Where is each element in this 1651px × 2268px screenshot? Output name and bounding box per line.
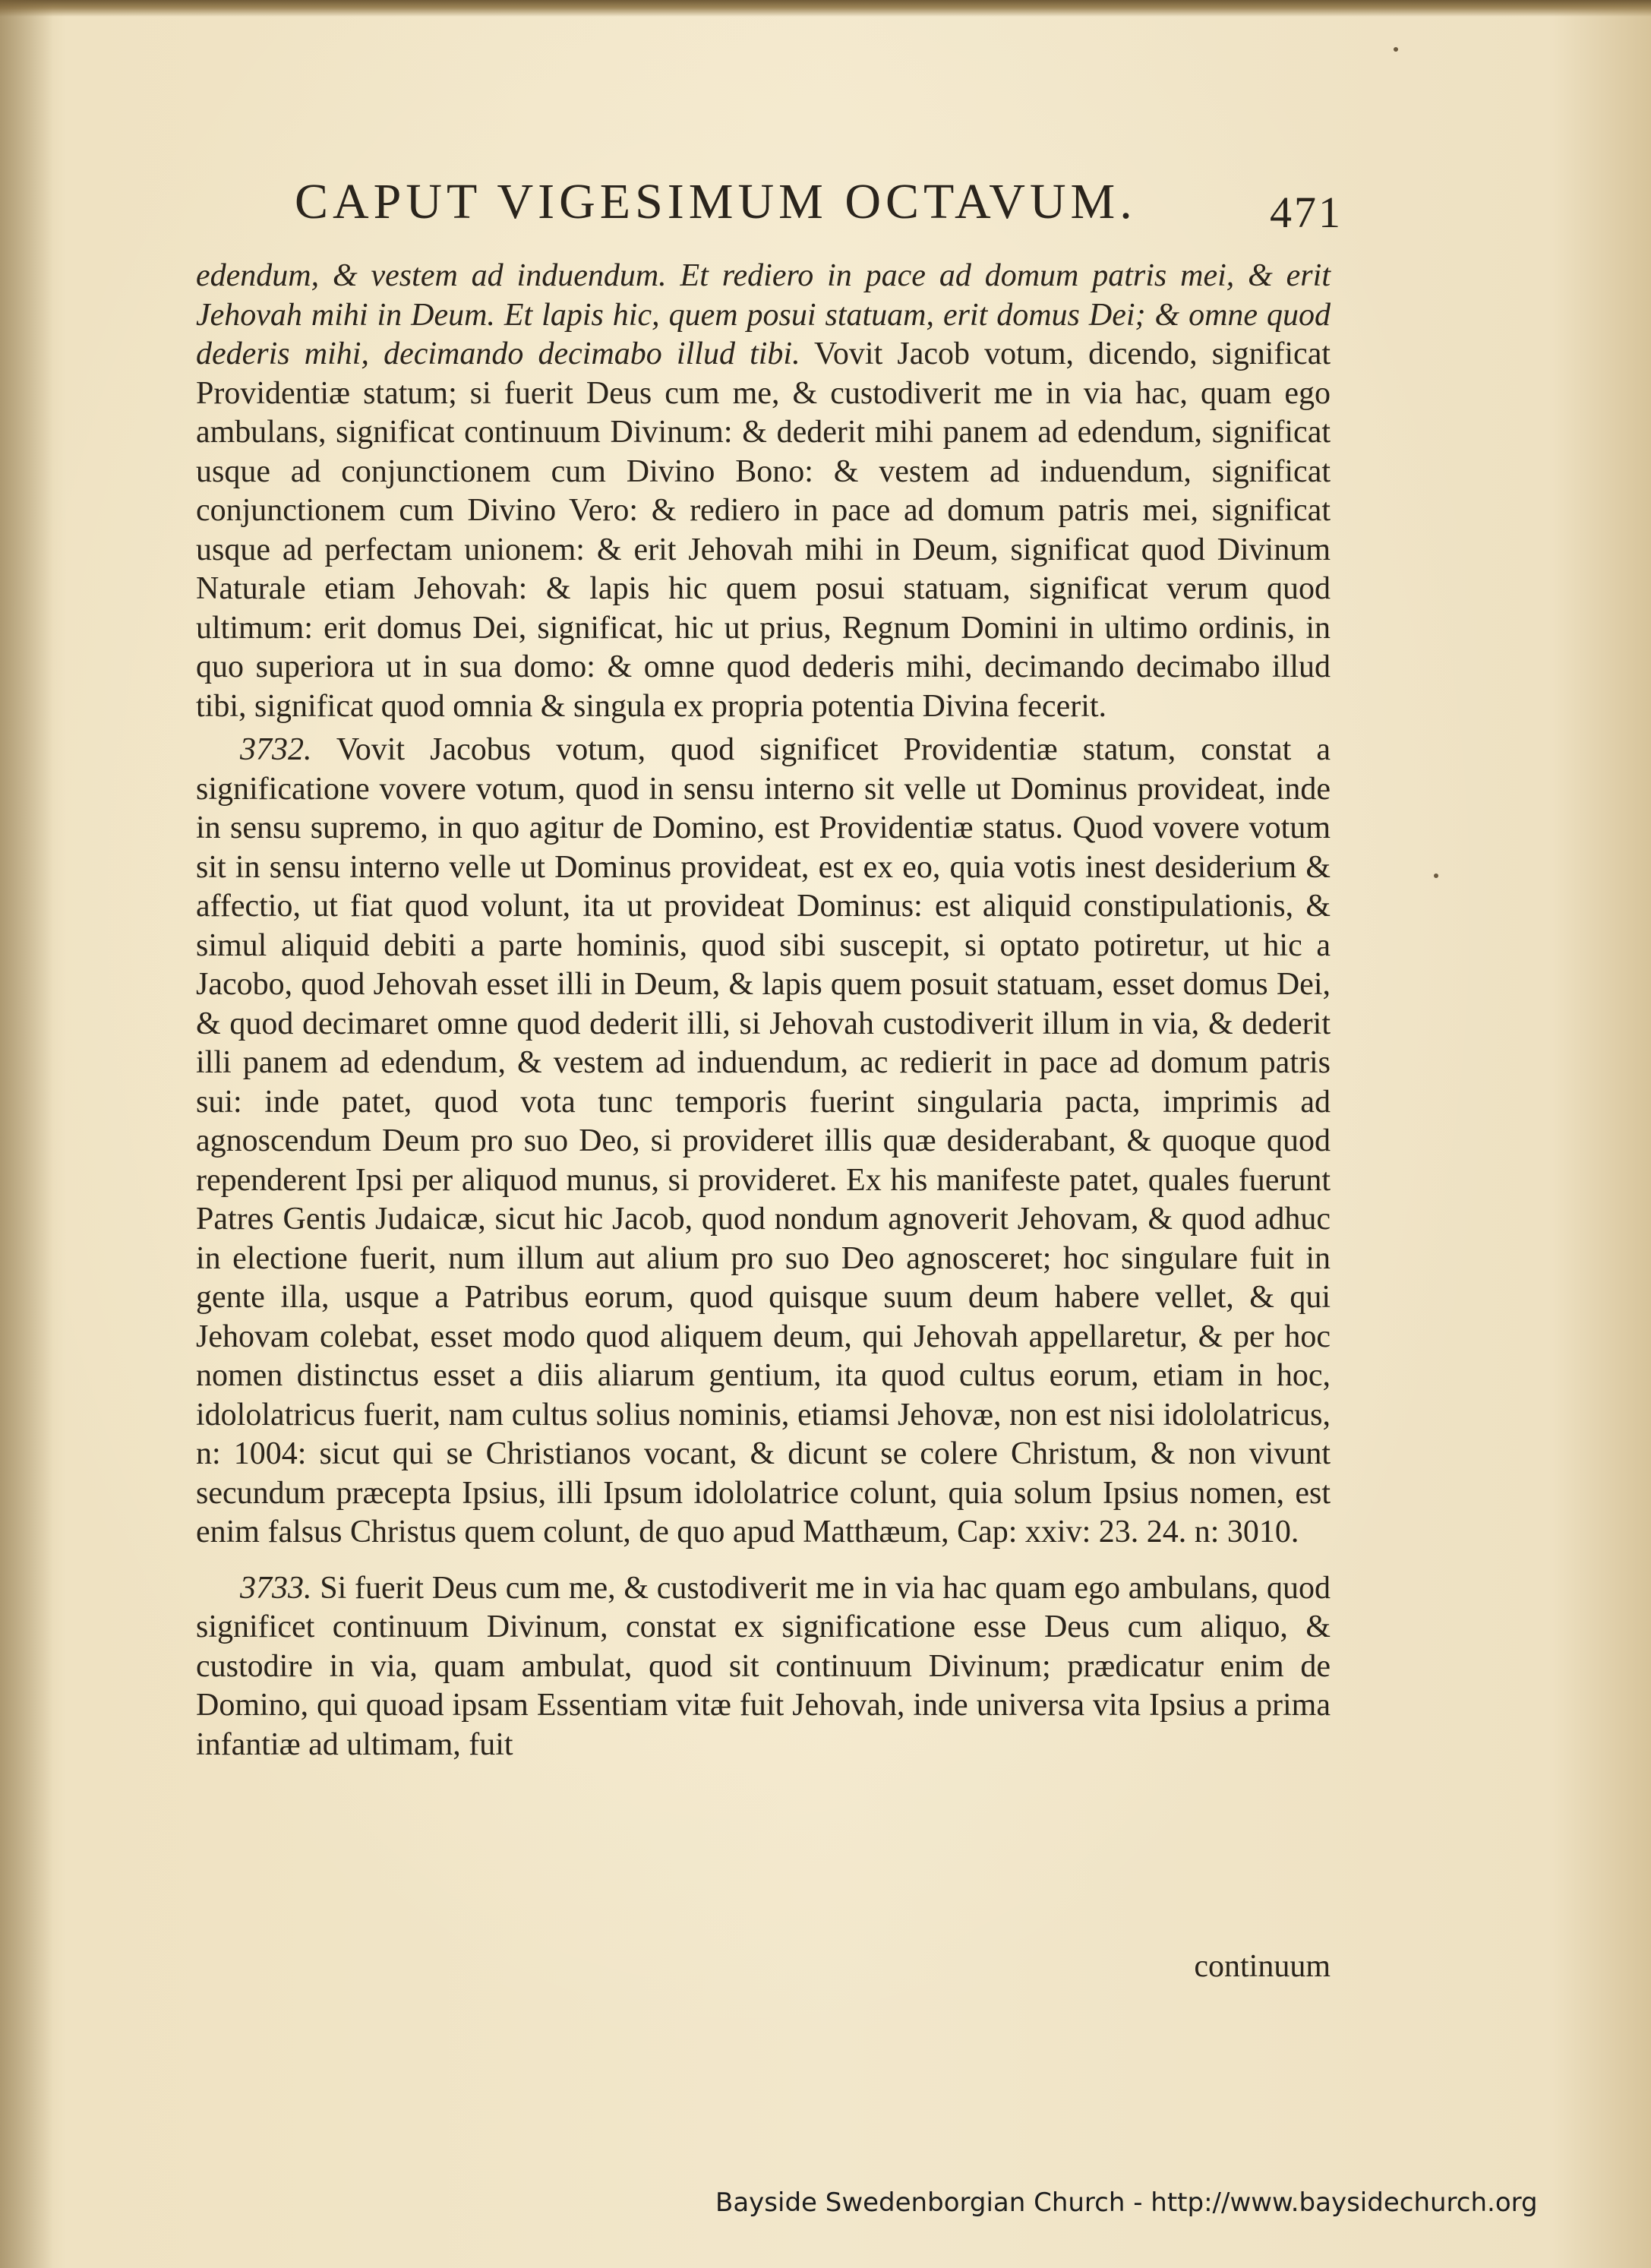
paragraph-continued bbox=[196, 257, 1331, 726]
paragraph-number: 3732. bbox=[240, 732, 312, 767]
paragraph-text: Si fuerit Deus cum me, & custodiverit me in via hac quam ego ambulans, quod significet continuum Divinum, constat ex significatione esse Deus cum aliquo, & custodire in via, quam ambulat, quod sit continuum Divinum; prædicatur enim de Domino, qui quoad ipsam Essentiam vitæ fuit Jehovah, inde universa vita Ipsius a prima infantiæ ad ultimam, fuit bbox=[196, 1570, 1331, 1762]
paragraph-3732 bbox=[196, 731, 1331, 1553]
paragraph-text: Vovit Jacobus votum, quod significet Providentiæ statum, constat a significatione vovere votum, quod in sensu interno sit velle ut Dominus provideat, inde in sensu supremo, in quo agitur de Domino, est Providentiæ status. Quod vovere votum sit in sensu interno velle ut Dominus provideat, est ex eo, quia votis inest desiderium & affectio, ut fiat quod volunt, ita ut provideat Dominus: est aliquid constipulationis, & simul aliquid debiti a parte hominis, quod sibi suscepit, si optato potiretur, ut hic a Jacobo, quod Jehovah esset illi in Deum, & lapis quem posuit statuam, esset domus Dei, & quod decimaret omne quod dederit illi, si Jehovah custodiverit illum in via, & dederit illi panem ad edendum, & vestem ad induendum, ac redierit in pace ad domum patris sui: inde patet, quod vota tunc temporis fuerint singularia pacta, imprimis ad agnoscendum Deum pro suo Deo, si provideret illis quæ desiderabant, & quoque quod rependerent Ipsi per aliquod munus, si provideret. Ex his manifeste patet, quales fuerunt Patres Gentis Judaicæ, sicut hic Jacob, quod nondum agnoverit Jehovam, & quod adhuc in electione fuerit, num illum aut alium pro suo Deo agnosceret; hoc singulare fuit in gente illa, usque a Patribus eorum, quod quisque suum deum habere vellet, & qui Jehovam colebat, esset modo quod aliquem deum, qui Jehovah appellaretur, & per hoc nomen distinctus esset a diis aliarum gentium, ita quod cultus eorum, etiam in hoc, idololatricus fuerit, nam cultus solius nominis, etiamsi Jehovæ, non est nisi idololatricus, n: 1004: sicut qui se Christianos vocant, & dicunt se colere Christum, & non vivunt secundum præcepta Ipsius, illi Ipsum idololatrice colunt, quia solum Ipsius nomen, est enim falsus Christus quem colunt, de quo apud Matthæum, Cap: xxiv: 23. 24. n: 3010. bbox=[196, 732, 1331, 1549]
page-header bbox=[295, 166, 1343, 249]
commentary-text: Vovit Jacob votum, dicendo, significat Providentiæ statum; si fuerit Deus cum me, & custodiverit me in via hac, quam ego ambulans, significat continuum Divinum: & dederit mihi panem ad edendum, significat usque ad conjunctionem cum Divino Bono: & vestem ad induendum, significat conjunctionem cum Divino Vero: & rediero in pace ad domum patris mei, significat usque ad perfectam unionem: & erit Jehovah mihi in Deum, significat quod Divinum Naturale etiam Jehovah: & lapis hic quem posui statuam, significat verum quod ultimum: erit domus Dei, significat, hic ut prius, Regnum Domini in ultimo ordinis, in quo superiora ut in sua domo: & omne quod dederis mihi, decimando decimabo illud tibi, significat quod omnia & singula ex propria potentia Divina fecerit. bbox=[196, 336, 1331, 724]
paper-speck bbox=[1434, 873, 1438, 878]
italic-quotation: edendum, & vestem ad induendum. Et rediero in pace ad domum patris mei, & erit Jehovah mihi in Deum. Et lapis hic, quem posui statuam, erit domus Dei; & omne quod dederis mihi, decimando decimabo illud tibi. bbox=[196, 258, 1331, 371]
paragraph-number: 3733. bbox=[240, 1570, 312, 1606]
catchword: continuum bbox=[1194, 1949, 1331, 1984]
running-title: CAPUT VIGESIMUM OCTAVUM. bbox=[295, 174, 1137, 229]
page-number: 471 bbox=[1270, 188, 1343, 237]
page-top-edge bbox=[0, 0, 1651, 17]
footer-credit: Bayside Swedenborgian Church - http://www.baysidechurch.org bbox=[715, 2187, 1538, 2218]
paper-speck bbox=[1394, 47, 1398, 52]
paragraph-3733 bbox=[196, 1569, 1331, 1765]
binding-shadow bbox=[0, 0, 53, 2268]
main-text bbox=[196, 257, 1331, 1764]
